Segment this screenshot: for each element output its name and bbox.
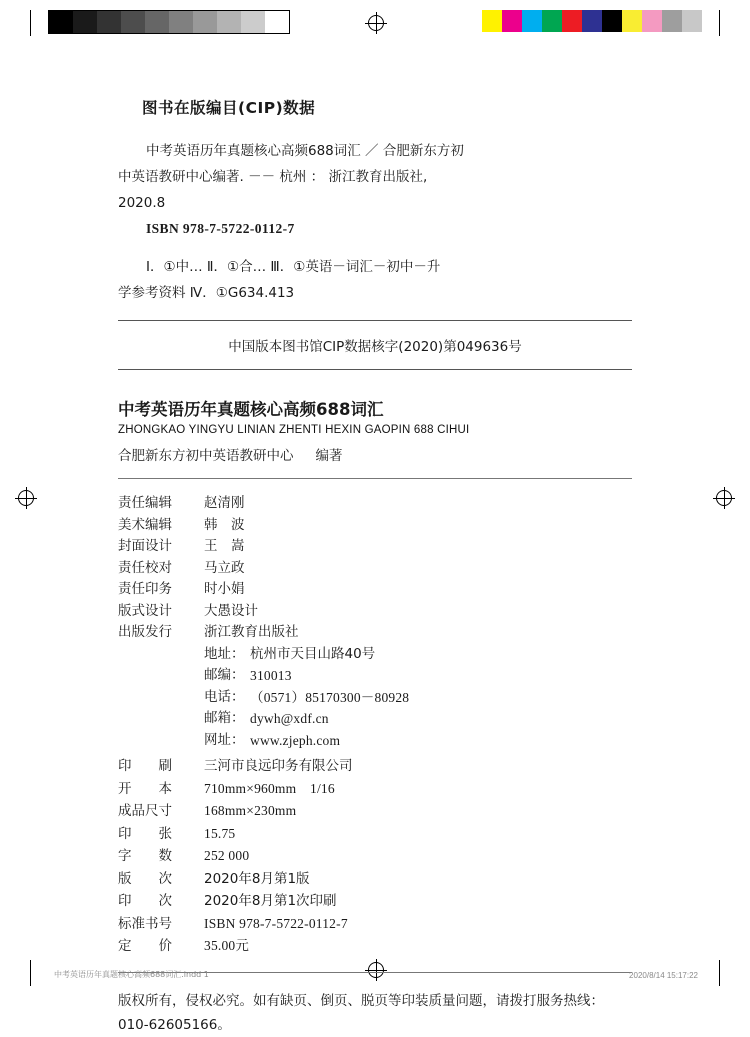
spec-label: 开 本 bbox=[118, 780, 172, 797]
color-swatch-6 bbox=[602, 10, 622, 32]
credit-row bbox=[118, 515, 632, 537]
print-specs-table bbox=[118, 755, 632, 958]
color-swatch-9 bbox=[662, 10, 682, 32]
publisher-detail-value: 310013 bbox=[250, 668, 292, 683]
spec-value-isbn: ISBN 978-7-5722-0112-7 bbox=[204, 915, 348, 931]
credit-label: 责任印务 bbox=[118, 581, 172, 597]
grayscale-swatch-4 bbox=[145, 11, 169, 33]
credit-row bbox=[118, 536, 632, 558]
spec-label: 成品尺寸 bbox=[118, 803, 172, 819]
notice-line: 010-62605166。 bbox=[118, 1016, 231, 1033]
credit-label: 版式设计 bbox=[118, 602, 172, 619]
cip-line: 中英语教研中心编著. －－ 杭州 ： 浙江教育出版社, bbox=[118, 169, 428, 185]
credit-label: 责任校对 bbox=[118, 559, 172, 576]
spec-value: 710mm×960mm 1/16 bbox=[204, 780, 335, 796]
spec-value-price: 35.00元 bbox=[204, 938, 250, 953]
credit-value: 韩 波 bbox=[204, 516, 245, 533]
spec-row bbox=[118, 800, 632, 823]
publisher-email: dywh@xdf.cn bbox=[250, 711, 329, 726]
spec-row bbox=[118, 868, 632, 891]
copyright-page bbox=[118, 96, 632, 1037]
spec-row bbox=[118, 823, 632, 846]
credit-row bbox=[118, 579, 632, 601]
grayscale-calibration-bar bbox=[48, 10, 290, 34]
spec-value: 168mm×230mm bbox=[204, 803, 297, 818]
cip-record bbox=[118, 138, 632, 306]
cip-isbn: ISBN 978-7-5722-0112-7 bbox=[146, 221, 295, 236]
spec-label: 印 次 bbox=[118, 893, 172, 909]
spec-value: 2020年8月第1次印刷 bbox=[204, 893, 337, 909]
grayscale-swatch-2 bbox=[97, 11, 121, 33]
credit-value: 大愚设计 bbox=[204, 602, 258, 619]
cip-classification-line: 学参考资料 Ⅳ．①G634.413 bbox=[118, 285, 295, 301]
registration-target-icon-top bbox=[368, 15, 384, 31]
spec-label: 字 数 bbox=[118, 848, 172, 864]
spec-row bbox=[118, 845, 632, 868]
registration-target-icon-right bbox=[716, 490, 732, 506]
color-swatch-8 bbox=[642, 10, 662, 32]
divider-credits bbox=[118, 478, 632, 479]
grayscale-swatch-7 bbox=[217, 11, 241, 33]
color-swatch-2 bbox=[522, 10, 542, 32]
spec-value: 2020年8月第1版 bbox=[204, 870, 310, 887]
grayscale-swatch-8 bbox=[241, 11, 265, 33]
cip-heading: 图书在版编目(CIP)数据 bbox=[142, 99, 316, 117]
registration-target-icon-left bbox=[18, 490, 34, 506]
publisher-detail-row bbox=[204, 644, 632, 666]
book-author: 合肥新东方初中英语教研中心 bbox=[118, 448, 294, 464]
cip-classification-line: Ⅰ．①中… Ⅱ．①合… Ⅲ．①英语－词汇－初中－升 bbox=[146, 259, 441, 275]
publisher-row bbox=[118, 622, 632, 644]
credit-row bbox=[118, 558, 632, 580]
color-swatch-1 bbox=[502, 10, 522, 32]
publisher-detail-row bbox=[204, 730, 632, 752]
notice-line: 版权所有，侵权必究。如有缺页、倒页、脱页等印装质量问题，请拨打服务热线： bbox=[118, 992, 604, 1009]
publisher-detail-row bbox=[204, 687, 632, 709]
publisher-detail-label: 邮编： bbox=[204, 667, 245, 683]
spec-row bbox=[118, 778, 632, 801]
publisher-detail-value: 杭州市天目山路40号 bbox=[250, 645, 376, 662]
divider-bottom bbox=[118, 369, 632, 370]
credit-label: 责任编辑 bbox=[118, 495, 172, 511]
color-swatch-0 bbox=[482, 10, 502, 32]
spec-value: 15.75 bbox=[204, 825, 236, 841]
publisher-detail-label: 地址： bbox=[204, 645, 245, 662]
book-title: 中考英语历年真题核心高频688词汇 bbox=[118, 400, 384, 419]
spec-label: 标准书号 bbox=[118, 915, 172, 932]
color-swatch-5 bbox=[582, 10, 602, 32]
spec-value: 三河市良远印务有限公司 bbox=[204, 758, 353, 774]
credits-table bbox=[118, 493, 632, 751]
divider-top bbox=[118, 320, 632, 321]
publisher-detail-row bbox=[204, 708, 632, 730]
book-author-role: 编著 bbox=[315, 448, 343, 464]
credit-row bbox=[118, 493, 632, 515]
publisher-detail-row bbox=[204, 665, 632, 687]
color-swatch-3 bbox=[542, 10, 562, 32]
footer-timestamp: 2020/8/14 15:17:22 bbox=[629, 971, 698, 980]
color-calibration-bar bbox=[482, 10, 702, 32]
spec-label: 印 张 bbox=[118, 825, 172, 842]
publisher-detail-label: 邮箱： bbox=[204, 710, 245, 726]
publisher-detail-label: 电话： bbox=[204, 688, 245, 705]
grayscale-swatch-6 bbox=[193, 11, 217, 33]
spec-value: 252 000 bbox=[204, 848, 250, 863]
cip-line: 中考英语历年真题核心高频688词汇 ／ 合肥新东方初 bbox=[146, 143, 464, 159]
cip-catalog-number: 中国版本图书馆CIP数据核字(2020)第049636号 bbox=[228, 339, 522, 355]
spec-label: 印 刷 bbox=[118, 758, 172, 774]
book-author-line bbox=[118, 444, 632, 464]
crop-mark-tr-v bbox=[719, 10, 720, 36]
footer-filename: 中考英语历年真题核心高频688词汇.indd 1 bbox=[54, 970, 209, 979]
spec-row bbox=[118, 890, 632, 913]
credit-label: 封面设计 bbox=[118, 538, 172, 554]
publisher-label: 出版发行 bbox=[118, 624, 172, 640]
spec-label: 版 次 bbox=[118, 870, 172, 887]
color-swatch-7 bbox=[622, 10, 642, 32]
spec-row bbox=[118, 913, 632, 936]
publisher-detail-label: 网址： bbox=[204, 731, 245, 748]
spec-row bbox=[118, 935, 632, 958]
spec-label: 定 价 bbox=[118, 938, 172, 954]
cip-line: 2020.8 bbox=[118, 195, 166, 211]
credit-value: 赵清刚 bbox=[204, 495, 245, 511]
credit-value: 王 嵩 bbox=[204, 538, 245, 554]
crop-mark-bl-v bbox=[30, 960, 31, 986]
spec-row bbox=[118, 755, 632, 778]
publisher-detail-value: （0571）85170300－80928 bbox=[250, 689, 410, 705]
grayscale-swatch-3 bbox=[121, 11, 145, 33]
crop-mark-tl-v bbox=[30, 10, 31, 36]
grayscale-swatch-1 bbox=[73, 11, 97, 33]
publisher-website: www.zjeph.com bbox=[250, 732, 341, 748]
grayscale-swatch-0 bbox=[49, 11, 73, 33]
credit-value: 马立政 bbox=[204, 559, 245, 576]
credit-row bbox=[118, 601, 632, 623]
color-swatch-10 bbox=[682, 10, 702, 32]
publisher-details bbox=[204, 644, 632, 752]
credit-value: 时小娟 bbox=[204, 581, 245, 597]
color-swatch-4 bbox=[562, 10, 582, 32]
crop-mark-br-v bbox=[719, 960, 720, 986]
grayscale-swatch-5 bbox=[169, 11, 193, 33]
book-title-pinyin: ZHONGKAO YINGYU LINIAN ZHENTI HEXIN GAOPIN 688 CIHUI bbox=[118, 424, 470, 436]
grayscale-swatch-9 bbox=[265, 11, 289, 33]
publisher-name: 浙江教育出版社 bbox=[204, 624, 299, 640]
credit-label: 美术编辑 bbox=[118, 516, 172, 533]
